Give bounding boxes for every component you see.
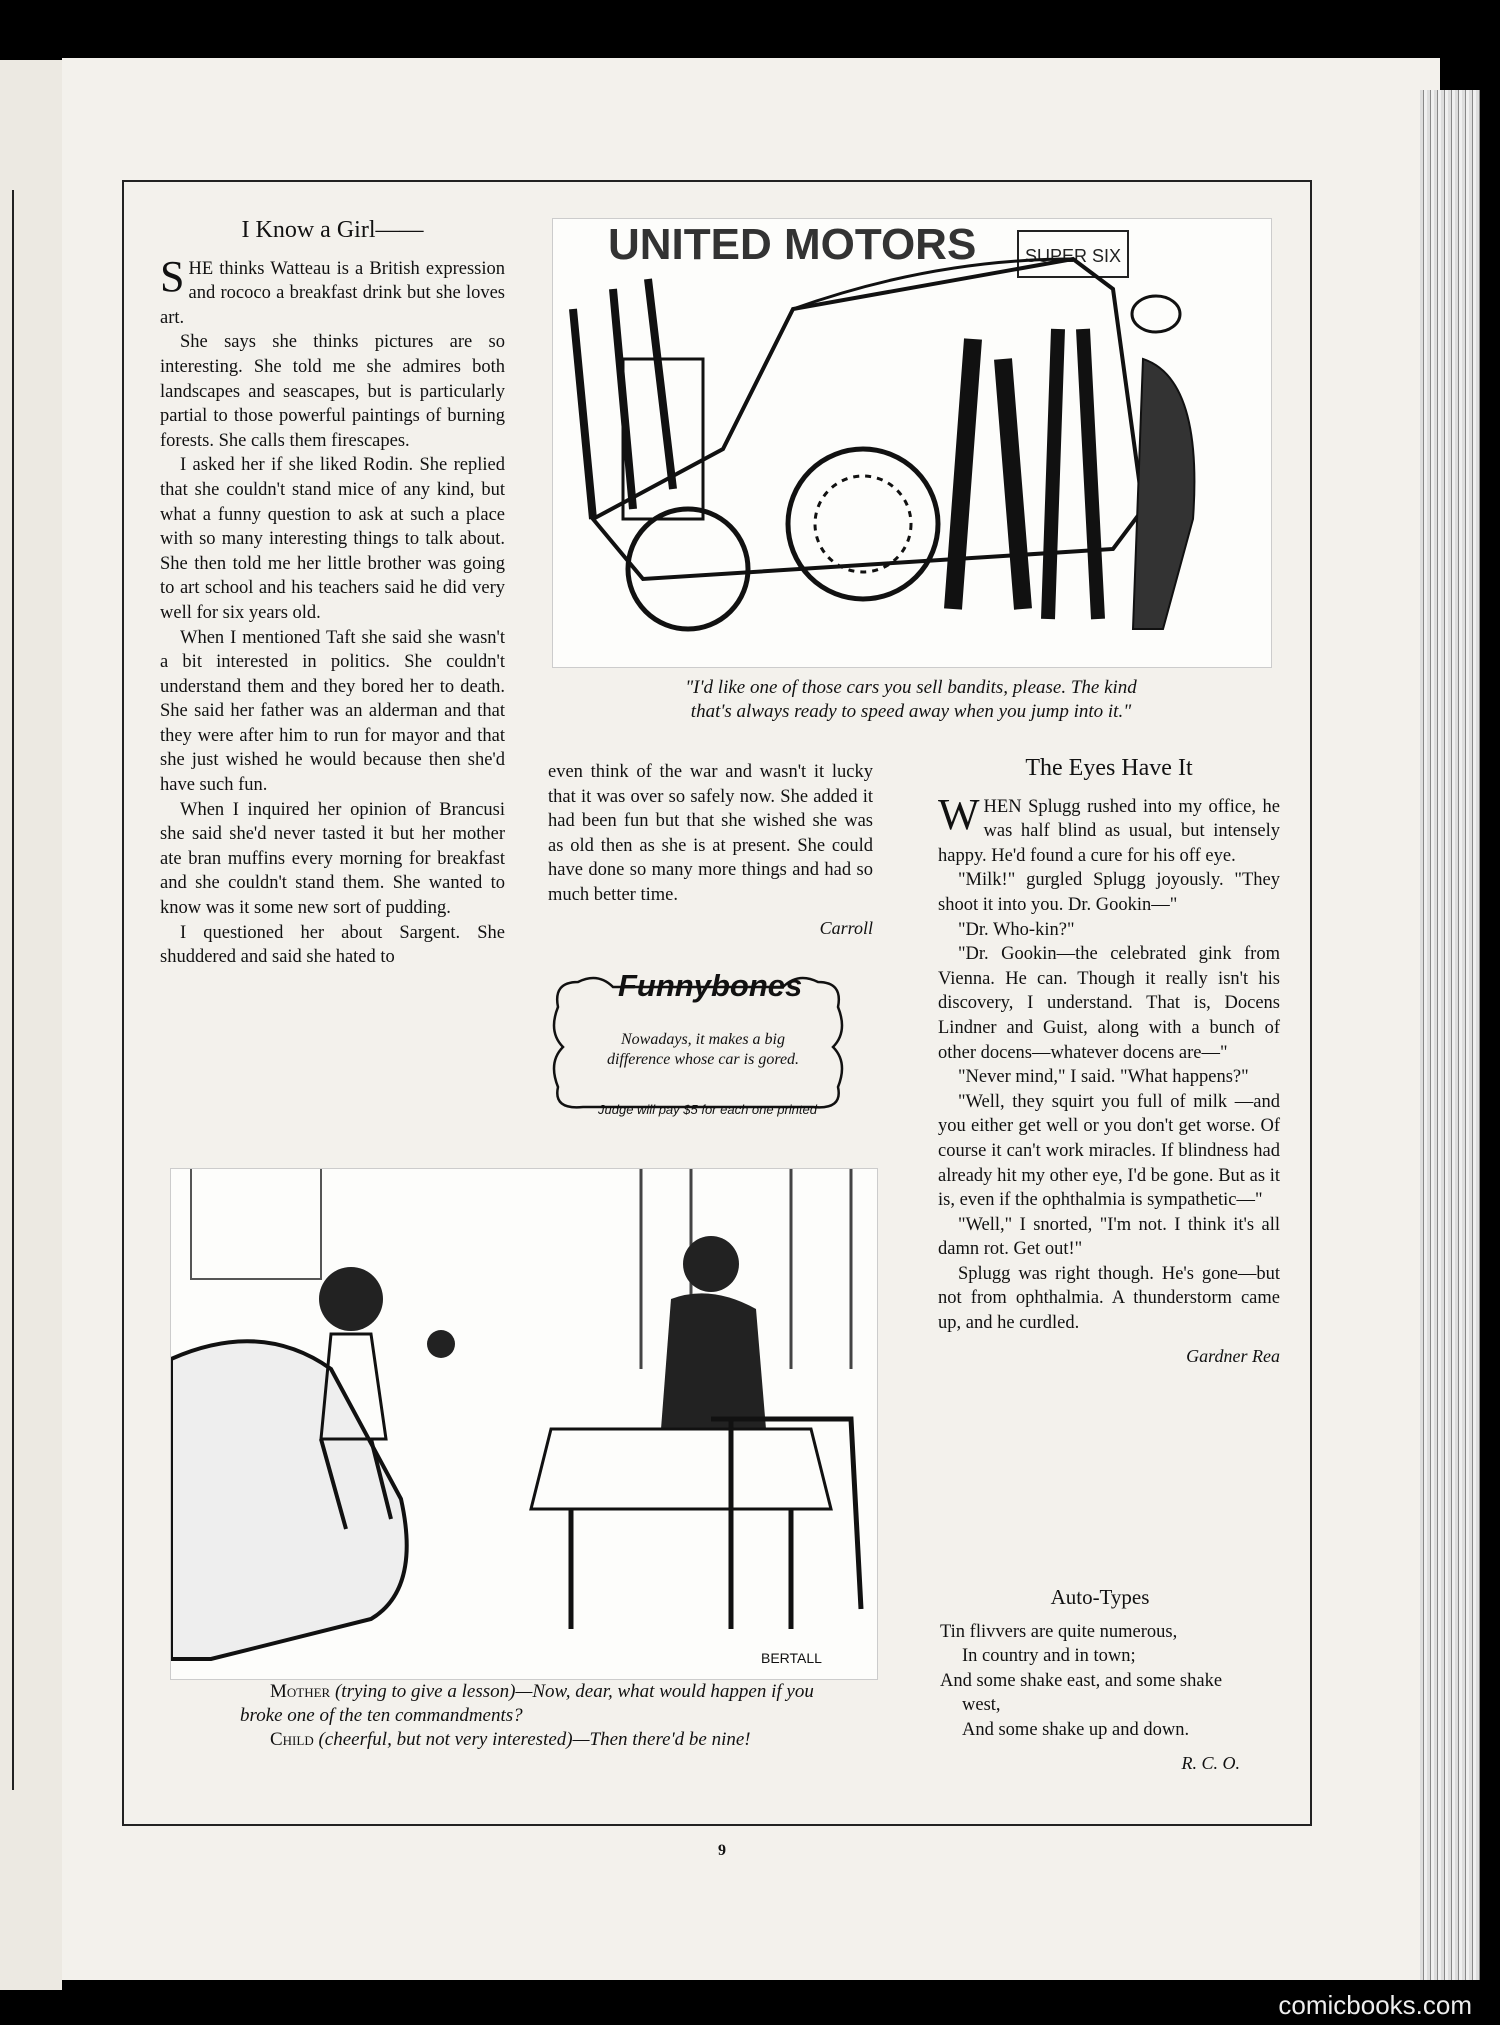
article-title: The Eyes Have It — [1025, 755, 1193, 781]
showroom-sign: UNITED MOTORS — [608, 220, 977, 269]
paragraph: "Dr. Who-kin?" — [958, 919, 1075, 940]
poem-line: In country and in town; — [962, 1646, 1136, 1667]
car-cartoon — [552, 218, 1272, 668]
article-i-know-a-girl — [160, 218, 505, 970]
article-title: I Know a Girl—— — [241, 217, 424, 243]
paragraph: When I inquired her opinion of Brancusi she said she'd never tasted it but her mother ate bran muffins every morning for breakfast and she couldn't stand them. She wanted to know was it some new sort of pudding. — [160, 799, 505, 919]
mother-child-drawing — [171, 1169, 877, 1679]
paragraph: SHE thinks Watteau is a British expression and rococo a breakfast drink but she loves art. — [160, 251, 505, 328]
drop-cap: S — [160, 251, 185, 301]
paragraph: She says she thinks pictures are so interesting. She told me she admires both landscapes and seascapes, but is particularly partial to those powerful paintings of burning forests. She calls them firescapes. — [160, 332, 505, 451]
car-drawing — [553, 219, 1271, 667]
poem-line: And some shake east, and some shake — [940, 1670, 1223, 1691]
poem-title: Auto-Types — [1050, 1585, 1150, 1609]
paragraph: even think of the war and wasn't it lucky that it was over so safely now. She added it had been fun but that she wished she was as old then as she is at present. She could have done so many more things and had so much better time. — [548, 762, 873, 905]
caption-child: Child (cheerful, but not very interested)—Then there'd be nine! — [270, 1729, 751, 1750]
paragraph: "Well, they squirt you full of milk —and you either get well or you don't get worse. Of course it can't work miracles. If blindness had already hit my other eye, I'd be gone. But as it is, even if the ophthalmia is sympathetic—" — [938, 1091, 1280, 1211]
facing-page-edge — [0, 60, 62, 1990]
funnybones-joke: Nowadays, it makes a big difference whose car is gored. — [606, 1031, 800, 1068]
artist-signature: BERTALL — [761, 1650, 822, 1666]
caption-mother: Mother (trying to give a lesson)—Now, dear, what would happen if you broke one of the ten commandments? — [240, 1681, 814, 1726]
car-cartoon-caption: "I'd like one of those cars you sell bandits, please. The kind that's always ready to speed away when you jump into it." — [685, 677, 1137, 722]
watermark: comicbooks.com — [1278, 1990, 1472, 2020]
page-stack-edges — [1420, 90, 1480, 1980]
mother-child-caption — [240, 1680, 840, 1752]
poem-line: And some shake up and down. — [962, 1719, 1190, 1740]
funnybones-box — [548, 962, 848, 1130]
paragraph: I asked her if she liked Rodin. She replied that she couldn't stand mice of any kind, but what a funny question to ask at such a place with so many interesting things to talk about. She then told me her little brother was going to art school and his teachers said he did very well for six years old. — [160, 455, 505, 623]
article-continuation — [548, 760, 873, 940]
paragraph: I questioned her about Sargent. She shuddered and said she hated to — [160, 922, 505, 968]
paragraph: "Well," I snorted, "I'm not. I think it's all damn rot. Get out!" — [938, 1214, 1280, 1260]
paragraph: Splugg was right though. He's gone—but not from ophthalmia. A thunderstorm came up, and he curdled. — [938, 1263, 1280, 1334]
poem-signature: R. C. O. — [1181, 1752, 1240, 1773]
drop-cap: W — [938, 789, 980, 839]
funnybones-footer: Judge will pay $5 for each one printed — [598, 1102, 817, 1117]
article-eyes-have-it — [938, 756, 1280, 1368]
paragraph: When I mentioned Taft she said she wasn't a bit interested in politics. She couldn't understand them and they bored her to death. She said her father was an alderman and that they were after him to run for mayor and that she just wished he would because then she'd have such fun. — [160, 627, 505, 796]
poem-line: Tin flivvers are quite numerous, — [940, 1621, 1178, 1642]
poem-auto-types — [940, 1585, 1260, 1775]
mother-child-cartoon — [170, 1168, 878, 1680]
super-six-sign: SUPER SIX — [1025, 246, 1122, 266]
page-number: 9 — [718, 1842, 726, 1859]
funnybones-title: Funnybones — [618, 968, 803, 1003]
paragraph: WHEN Splugg rushed into my office, he was half blind as usual, but intensely happy. He'd found a cure for his off eye. — [938, 789, 1280, 866]
author-signature: Carroll — [819, 917, 873, 938]
author-signature: Gardner Rea — [1186, 1345, 1280, 1366]
paragraph: "Dr. Gookin—the celebrated gink from Vienna. He can. Though it really isn't his discovery, I understand. That is, Docens Lindner and Guist, along with a bunch of other docens—whatever docens are—" — [938, 944, 1280, 1063]
paragraph: "Milk!" gurgled Splugg joyously. "They shoot it into you. Dr. Gookin—" — [938, 870, 1280, 915]
poem-line: west, — [962, 1695, 1001, 1716]
paragraph: "Never mind," I said. "What happens?" — [958, 1067, 1249, 1088]
